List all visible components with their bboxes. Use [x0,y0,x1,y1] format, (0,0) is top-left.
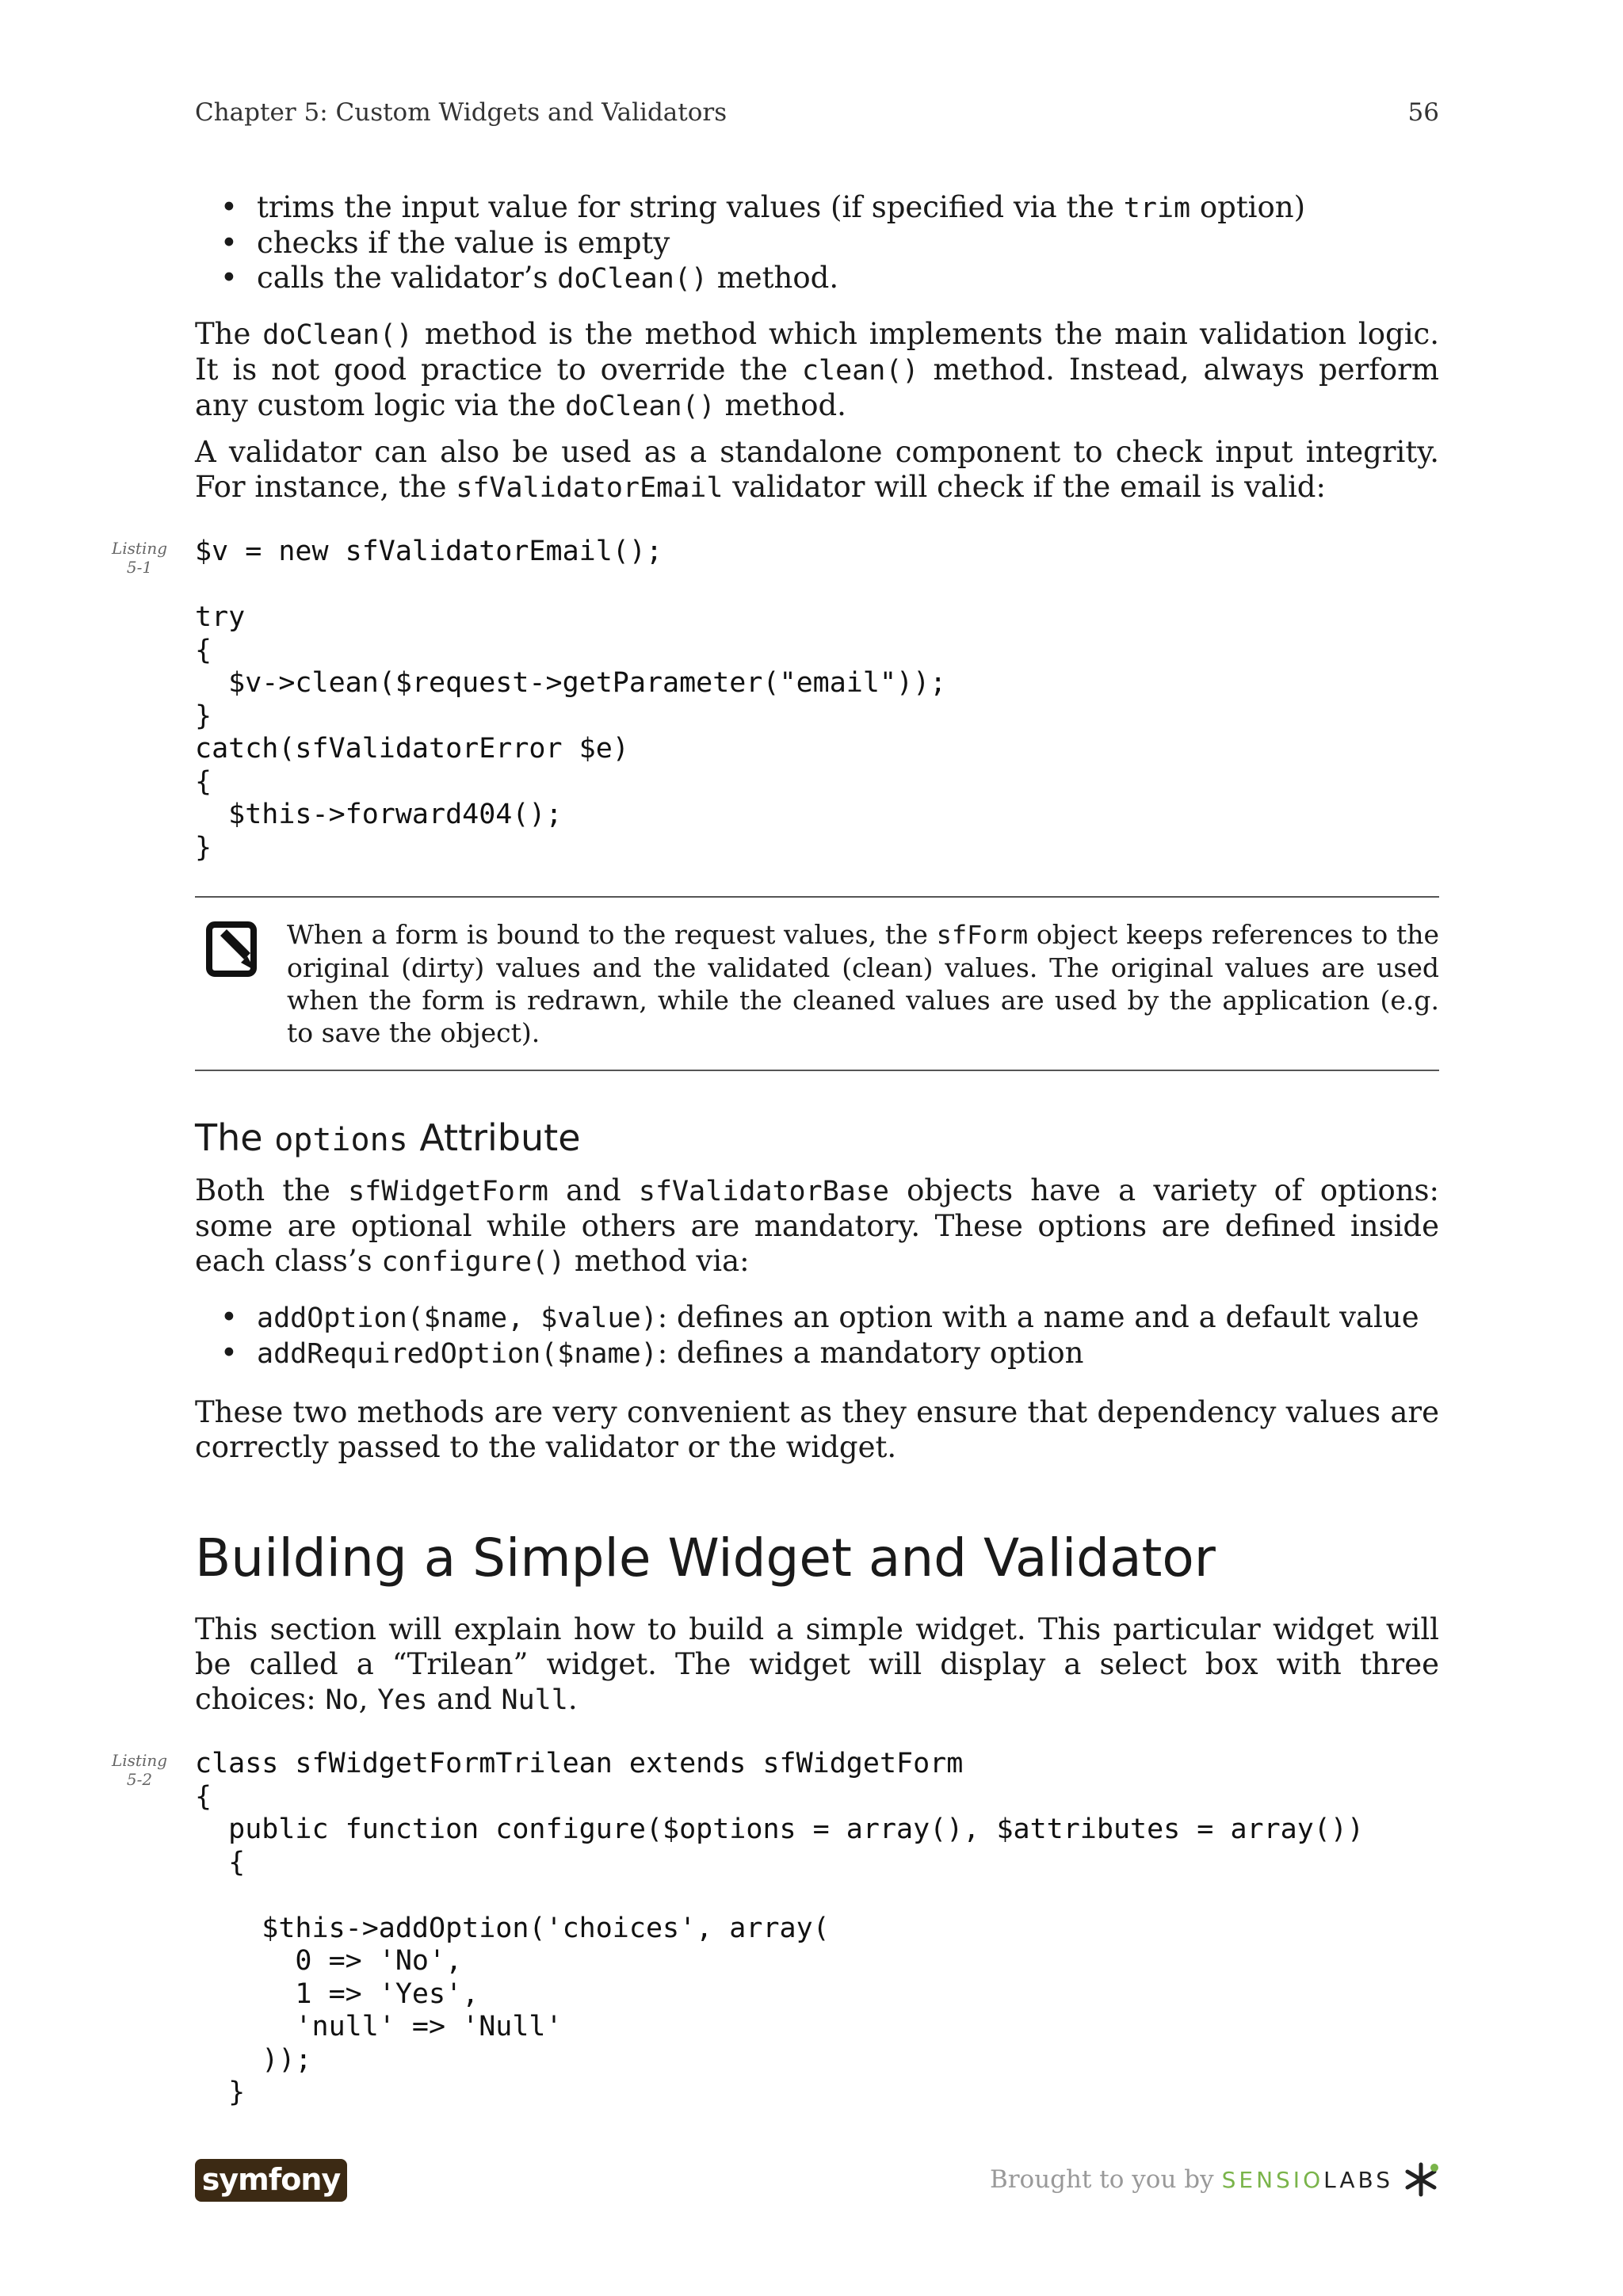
list-item: • calls the validator’s doClean() method. [195,261,1439,296]
listing-label: Listing 5-2 [111,1751,168,1789]
paragraph-doclean: The doClean() method is the method which implements the main validation logic. It is not good practice to override the clean() method. Instead, always perform any custom logic via the doClean() method. [195,317,1440,422]
sensiolabs-star-icon [1403,2161,1439,2198]
section-heading-building: Building a Simple Widget and Validator [195,1527,1216,1589]
running-header [195,98,1439,127]
paragraph-standalone: A validator can also be used as a standalone component to check input integrity. For instance, the sfValidatorEmail validator will check if the email is valid: [195,435,1439,504]
paragraph-convenient: These two methods are very convenient as they ensure that dependency values are correctly passed to the validator or the widget. [195,1395,1439,1464]
code-block: $v = new sfValidatorEmail(); try { $v->clean($request->getParameter("email")); } catch(sfValidatorError $e) { $this->forward404(); } [195,536,947,864]
paragraph-options: Both the sfWidgetForm and sfValidatorBase objects have a variety of options: some are optional while others are mandatory. These options are defined inside each class’s configure() method via: [195,1173,1439,1278]
symfony-logo: symfony [195,2159,347,2202]
page-content [111,190,1440,2110]
brought-by-text: Brought to you by [989,2165,1214,2194]
code-listing-5-1 [111,536,1439,864]
list-item: • checks if the value is empty [195,226,1439,261]
paragraph-trilean: This section will explain how to build a simple widget. This particular widget will be called a “Trilean” widget. The widget will display a select box with three choices: No, Yes and Null. [195,1612,1439,1716]
code-listing-5-2 [111,1748,1439,2110]
list-item: • addRequiredOption($name): defines a mandatory option [195,1336,1439,1371]
note-box [195,896,1439,1071]
page-number: 56 [1407,98,1439,127]
section-heading-options: The options Attribute [195,1116,581,1159]
note-icon [206,921,258,978]
note-text: When a form is bound to the request values, the sfForm object keeps references to the original (dirty) values and the validated (clean) values. The original values are used when the form is redrawn, while the cleaned values are used by the application (e.g. to save the object). [287,919,1439,1048]
listing-label: Listing 5-1 [111,539,168,577]
list-item: • addOption($name, $value): defines an option with a name and a default value [195,1300,1439,1336]
bullet-list-option-methods [195,1300,1439,1371]
bullet-list-validation-steps [195,190,1439,296]
code-block: class sfWidgetFormTrilean extends sfWidgetForm { public function configure($options = array(), $attributes = array()) { $this->addOption('choices', array( 0 => 'No', 1 => 'Yes', 'null' => 'Null' )); } [195,1748,1365,2108]
list-item: • trims the input value for string values (if specified via the trim option) [195,190,1439,226]
chapter-title: Chapter 5: Custom Widgets and Validators [195,98,727,127]
sensiolabs-logo: SENSIOLABS [1221,2166,1393,2193]
footer-credit [990,2161,1439,2198]
